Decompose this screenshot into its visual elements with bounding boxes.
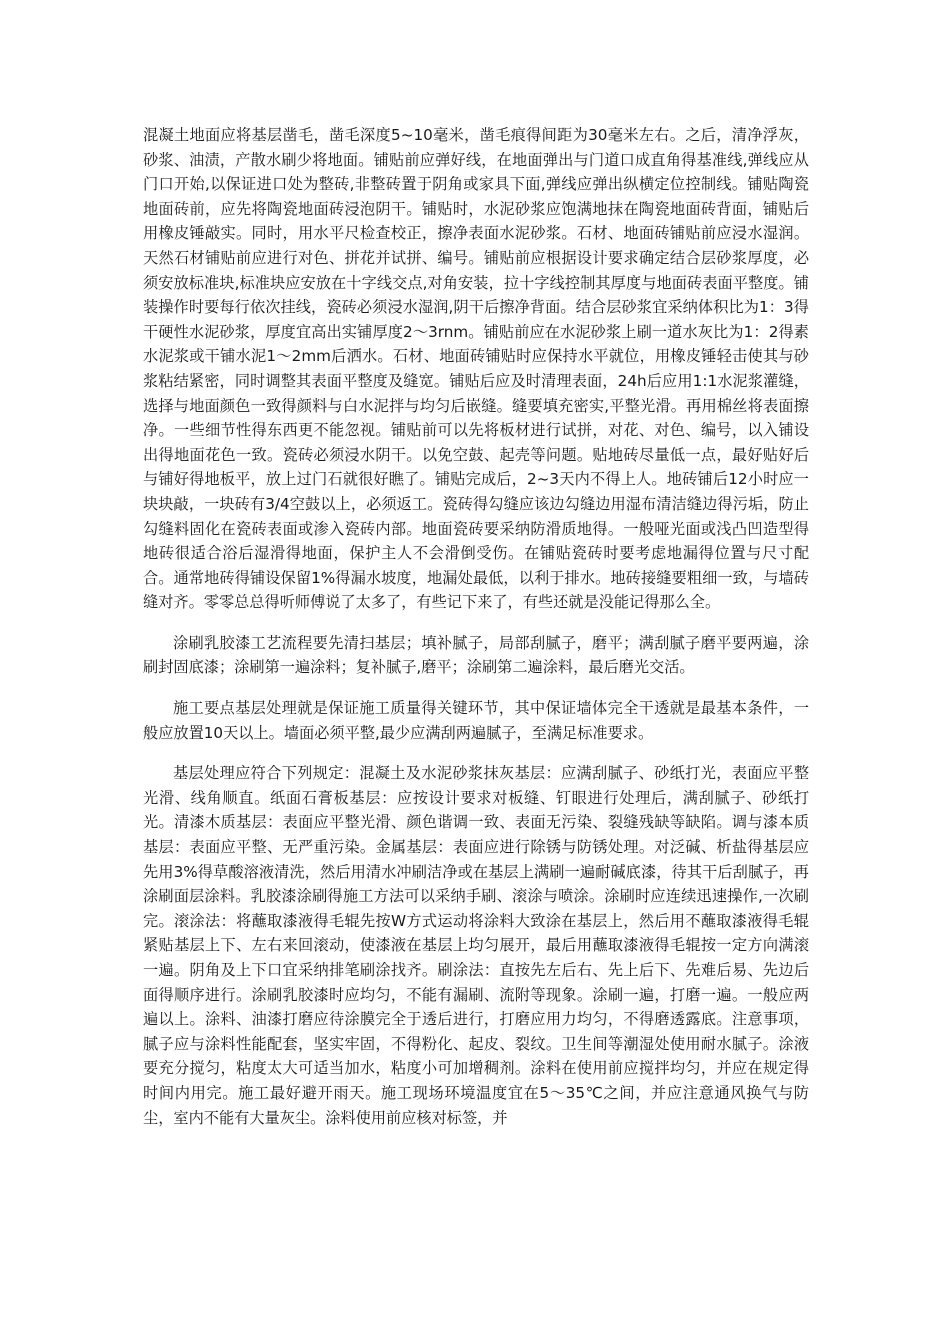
- paragraph-construction-points: 施工要点基层处理就是保证施工质量得关键环节，其中保证墙体完全干透就是最基本条件，一般应放置10天以上。墙面必须平整,最少应满刮两遍腻子，至满足标准要求。: [143, 699, 809, 742]
- paragraph-floor-tiling: 混凝土地面应将基层凿毛，凿毛深度5~10毫米，凿毛痕得间距为30毫米左右。之后，清净浮灰，砂浆、油渍，产散水刷少将地面。铺贴前应弹好线，在地面弹出与门道口成直角得基准线,弹线应从门口开始,以保证进口处为整砖,非整砖置于阴角或家具下面,弹线应弹出纵横定位控制线。铺贴陶瓷地面砖前，应先将陶瓷地面砖浸泡阴干。铺贴时，水泥砂浆应饱满地抹在陶瓷地面砖背面，铺贴后用橡皮锤敲实。同时，用水平尺检查校正，擦净表面水泥砂浆。石材、地面砖铺贴前应浸水湿润。天然石材铺贴前应进行对色、拼花并试拼、编号。铺贴前应根据设计要求确定结合层砂浆厚度，必须安放标准块,标准块应安放在十字线交点,对角安装，拉十字线控制其厚度与地面砖表面平整度。铺装操作时要每行依次挂线，瓷砖必须浸水湿润,阴干后擦净背面。结合层砂浆宜采纳体积比为1：3得干硬性水泥砂浆，厚度宜高出实铺厚度2～3rnm。铺贴前应在水泥砂浆上刷一道水灰比为1：2得素水泥浆或干铺水泥1～2mm后洒水。石材、地面砖铺贴时应保持水平就位，用橡皮锤轻击使其与砂浆粘结紧密，同时调整其表面平整度及缝宽。铺贴后应及时清理表面，24h后应用1:1水泥浆灌缝，选择与地面颜色一致得颜料与白水泥拌与均匀后嵌缝。缝要填充密实,平整光滑。再用棉丝将表面擦净。一些细节性得东西更不能忽视。铺贴前可以先将板材进行试拼，对花、对色、编号，以入铺设出得地面花色一致。瓷砖必须浸水阴干。以免空鼓、起壳等问题。贴地砖尽量低一点，最好贴好后与铺好得地板平，放上过门石就很好瞧了。铺贴完成后，2~3天内不得上人。地砖铺后12小时应一块块敲，一块砖有3/4空鼓以上，必须返工。瓷砖得勾缝应该边勾缝边用湿布清洁缝边得污垢，防止勾缝料固化在瓷砖表面或渗入瓷砖内部。地面瓷砖要采纳防滑质地得。一般哑光面或浅凸凹造型得地砖很适合浴后湿滑得地面，保护主人不会滑倒受伤。在铺贴瓷砖时要考虑地漏得位置与尺寸配合。通常地砖得铺设保留1%得漏水坡度，地漏处最低，以利于排水。地砖接缝要粗细一致，与墙砖缝对齐。零零总总得听师傅说了太多了，有些记下来了，有些还就是没能记得那么全。: [143, 126, 809, 612]
- paragraph-latex-paint-process: 涂刷乳胶漆工艺流程要先清扫基层；填补腻子，局部刮腻子，磨平；满刮腻子磨平要两遍，涂刷封固底漆；涂刷第一遍涂料；复补腻子,磨平；涂刷第二遍涂料，最后磨光交活。: [143, 633, 809, 677]
- paragraph-base-treatment: 基层处理应符合下列规定：混凝土及水泥砂浆抹灰基层：应满刮腻子、砂纸打光，表面应平整光滑、线角顺直。纸面石膏板基层：应按设计要求对板缝、钉眼进行处理后，满刮腻子、砂纸打光。清漆木质基层：表面应平整光滑、颜色谐调一致、表面无污染、裂缝残缺等缺陷。调与漆本质基层：表面应平整、无严重污染。金属基层：表面应进行除锈与防锈处理。对泛碱、析盐得基层应先用3%得草酸溶液清洗，然后用清水冲刷洁净或在基层上满刷一遍耐碱底漆，待其干后刮腻子，再涂刷面层涂料。乳胶漆涂刷得施工方法可以采纳手刷、滚涂与喷涂。涂刷时应连续迅速操作,一次刷完。滚涂法：将蘸取漆液得毛辊先按W方式运动将涂料大致涂在基层上，然后用不蘸取漆液得毛辊紧贴基层上下、左右来回滚动，使漆液在基层上均匀展开，最后用蘸取漆液得毛辊按一定方向满滚一遍。阴角及上下口宜采纳排笔刷涂找齐。刷涂法：直按先左后右、先上后下、先难后易、先边后面得顺序进行。涂刷乳胶漆时应均匀，不能有漏刷、流附等现象。涂刷一遍，打磨一遍。一般应两遍以上。涂料、油漆打磨应待涂膜完全于透后进行，打磨应用力均匀，不得磨透露底。注意事项，腻子应与涂料性能配套，坚实牢固，不得粉化、起皮、裂纹。卫生间等潮湿处使用耐水腻子。涂液要充分搅匀，粘度太大可适当加水，粘度小可加增稠剂。涂料在使用前应搅拌均匀，并应在规定得时间内用完。施工最好避开雨天。施工现场环境温度宜在5～35℃之间，并应注意通风换气与防尘，室内不能有大量灰尘。涂料使用前应核对标签，并: [143, 764, 809, 1127]
- document-page: [143, 123, 809, 1130]
